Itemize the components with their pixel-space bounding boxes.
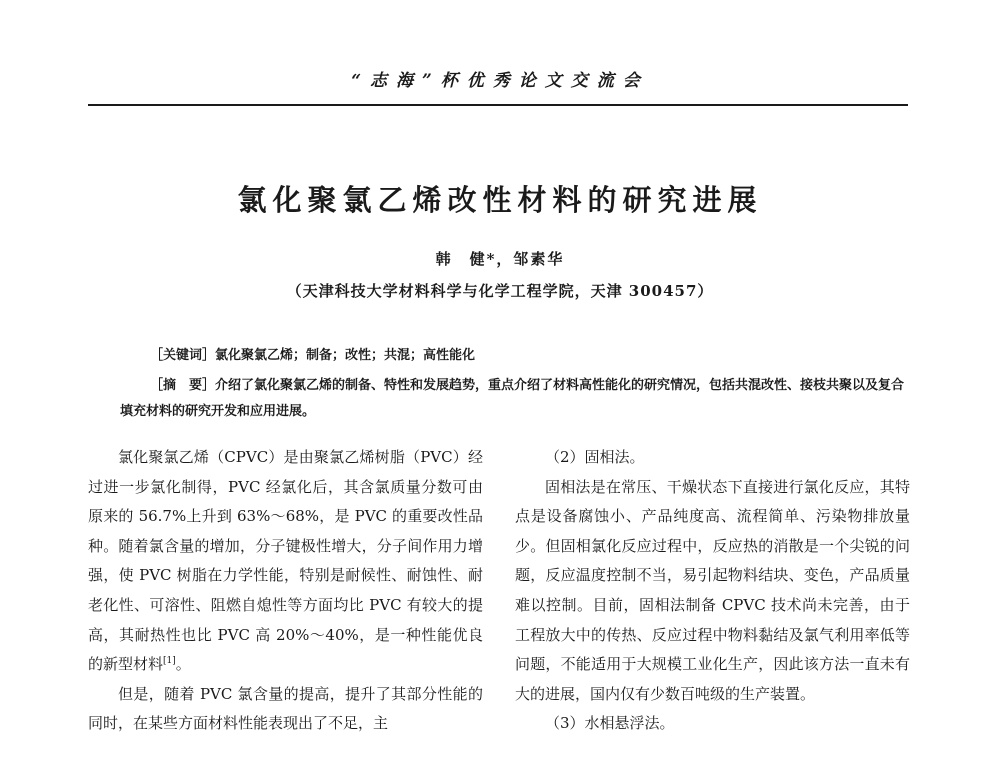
section-heading-solid-phase: （2）固相法。 [545, 448, 645, 466]
paper-title: 氯化聚氯乙烯改性材料的研究进展 [237, 183, 763, 217]
body-paragraph-second: 但是，随着 PVC 氯含量的提高，提升了其部分性能的同时，在某些方面材料性能表现出了不足，主 [88, 684, 483, 733]
keywords-text: 氯化聚氯乙烯；制备；改性；共混；高性能化 [215, 348, 476, 363]
abstract-text: 介绍了氯化聚氯乙烯的制备、特性和发展趋势，重点介绍了材料高性能化的研究情况，包括共混改性、接枝共聚以及复合填充材料的研究开发和应用进展。 [120, 378, 905, 419]
body-column-right [515, 443, 910, 739]
section-heading-suspension: （3）水相悬浮法。 [545, 714, 675, 733]
running-header: “志海”杯优秀论文交流会 [351, 71, 649, 91]
affiliation-line: （天津科技大学材料科学与化学工程学院，天津 300457） [286, 282, 714, 300]
keywords-block [150, 344, 910, 363]
author-line: 韩 健*，邹素华 [435, 250, 565, 268]
citation-ref: [1] [163, 656, 176, 667]
abstract-block [120, 373, 910, 425]
intro-end: 。 [175, 655, 191, 674]
abstract-label: ［摘 要］ [150, 378, 216, 393]
intro-text: 氯化聚氯乙烯（CPVC）是由聚氯乙烯树脂（PVC）经过进一步氯化制得，PVC 经氯化后，其含氯质量分数可由原来的 56.7%上升到 63%～68%，是 PVC 的重要改性品种。随着氯含量的增加，分子键极性增大，分子间作用力增强，使 PVC 树脂在力学性能，特别是耐候性、耐蚀性、耐老化性、可溶性、阻燃自熄性等方面均比 PVC 有较大的提高，其耐热性也比 PVC 高 20%～40%，是一种性能优良的新型材料 [88, 448, 483, 674]
keywords-label: ［关键词］ [150, 348, 216, 363]
header-rule [88, 104, 908, 106]
body-paragraph-solid-phase: 固相法是在常压、干燥状态下直接进行氯化反应，其特点是设备腐蚀小、产品纯度高、流程简单、污染物排放量少。但固相氯化反应过程中，反应热的消散是一个尖锐的问题，反应温度控制不当，易引起物料结块、变色，产品质量难以控制。目前，固相法制备 CPVC 技术尚未完善，由于工程放大中的传热、反应过程中物料黏结及氯气利用率低等问题，不能适用于大规模工业化生产，因此该方法一直未有大的进展，国内仅有少数百吨级的生产装置。 [515, 477, 910, 703]
body-paragraph-intro [88, 443, 483, 680]
body-column-left [88, 443, 483, 739]
